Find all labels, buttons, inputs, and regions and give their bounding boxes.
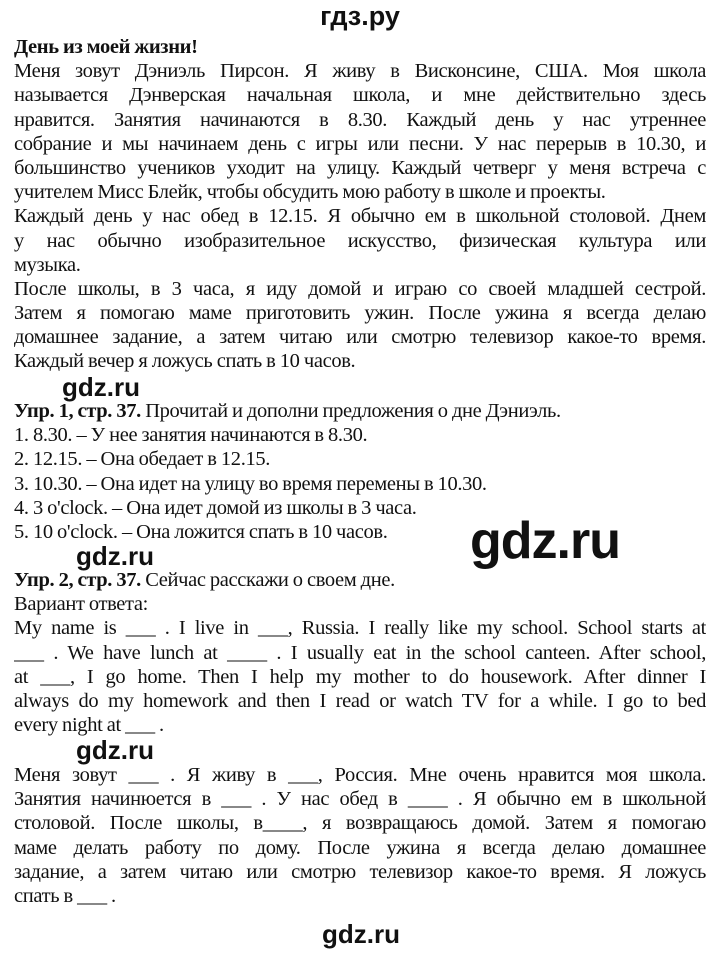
exercise-2: [14, 568, 706, 737]
story-line: нравится. Занятия начинаются в 8.30. Каждый день у нас утреннее: [14, 108, 706, 131]
story-line: у нас обычно изобразительное искусство, физическая культура или: [14, 229, 706, 252]
russian-line: маме делать работу по дому. После ужина я всегда делаю домашнее: [14, 836, 706, 859]
story-line: домашнее задание, а затем читаю или смотрю телевизор какое-то время.: [14, 326, 706, 349]
answer-item: 1. 8.30. – У нее занятия начинаются в 8.30.: [14, 424, 368, 447]
watermark: gdz.ru: [76, 735, 154, 765]
story-line: называется Дэнверская начальная школа, и мне действительно здесь: [14, 84, 706, 107]
story-line: большинство учеников уходит на улицу. Каждый четверг у меня встреча с: [14, 156, 706, 179]
answer-item: 3. 10.30. – Она идет на улицу во время перемены в 10.30.: [14, 472, 487, 495]
english-line: My name is ___ . I live in ___, Russia. I really like my school. School starts at: [14, 617, 706, 640]
story-line: учителем Мисс Блейк, чтобы обсудить мою работу в школе и проекты.: [14, 181, 606, 204]
english-line: at ___, I go home. Then I help my mother to do housework. After dinner I: [14, 665, 706, 688]
answer-item: 2. 12.15. – Она обедает в 12.15.: [14, 448, 271, 471]
russian-line: задание, а затем читаю или смотрю телевизор какое-то время. Я ложусь: [14, 860, 706, 883]
watermark: gdz.ru: [322, 919, 400, 949]
exercise-1-task: Прочитай и дополни предложения о дне Дэниэль.: [140, 400, 561, 422]
russian-translation: [14, 763, 706, 908]
story-line: музыка.: [14, 253, 81, 276]
site-title: гдз.ру: [320, 1, 400, 31]
story-line: Каждый день у нас обед в 12.15. Я обычно ем в школьной столовой. Днем: [14, 205, 706, 228]
story-text: [14, 59, 706, 373]
story-line: собрание и мы начинаем день с игры или песни. У нас перерыв в 10.30, и: [14, 132, 706, 155]
russian-answer: [14, 763, 706, 908]
watermark: gdz.ru: [76, 541, 154, 571]
english-answer: [14, 616, 706, 737]
english-line: ___ . We have lunch at ____ . I usually eat in the school canteen. After school,: [14, 641, 706, 664]
exercise-2-task: Сейчас расскажи о своем дне.: [140, 569, 395, 591]
russian-line: Занятия начинюется в ___ . У нас обед в ____ . Я обычно ем в школьной: [14, 788, 706, 811]
answer-label: Вариант ответа:: [14, 593, 148, 616]
exercise-2-label: Упр. 2, стр. 37.: [14, 569, 141, 591]
story-line: После школы, в 3 часа, я иду домой и играю со своей младшей сестрой.: [14, 277, 706, 300]
story-line: Затем я помогаю маме приготовить ужин. После ужина я всегда делаю: [14, 302, 706, 325]
answer-item: 5. 10 o'clock. – Она ложится спать в 10 часов.: [14, 520, 388, 543]
exercise-1-label: Упр. 1, стр. 37.: [14, 400, 141, 422]
russian-line: столовой. После школы, в____, я возвращаюсь домой. Затем я помогаю: [14, 812, 706, 835]
watermark: gdz.ru: [62, 372, 140, 402]
story-line: Меня зовут Дэниэль Пирсон. Я живу в Висконсине, США. Моя школа: [14, 60, 706, 83]
story-heading: День из моей жизни!: [14, 36, 198, 58]
russian-line: спать в ___ .: [14, 884, 116, 907]
english-line: every night at ___ .: [14, 714, 164, 737]
watermark: gdz.ru: [470, 512, 620, 570]
english-line: always do my homework and then I read or watch TV for a while. I go to bed: [14, 689, 706, 712]
story-block: [14, 35, 706, 374]
answer-item: 4. 3 o'clock. – Она идет домой из школы в 3 часа.: [14, 496, 417, 519]
story-line: Каждый вечер я ложусь спать в 10 часов.: [14, 350, 356, 373]
russian-line: Меня зовут ___ . Я живу в ___, Россия. Мне очень нравится моя школа.: [14, 764, 706, 786]
